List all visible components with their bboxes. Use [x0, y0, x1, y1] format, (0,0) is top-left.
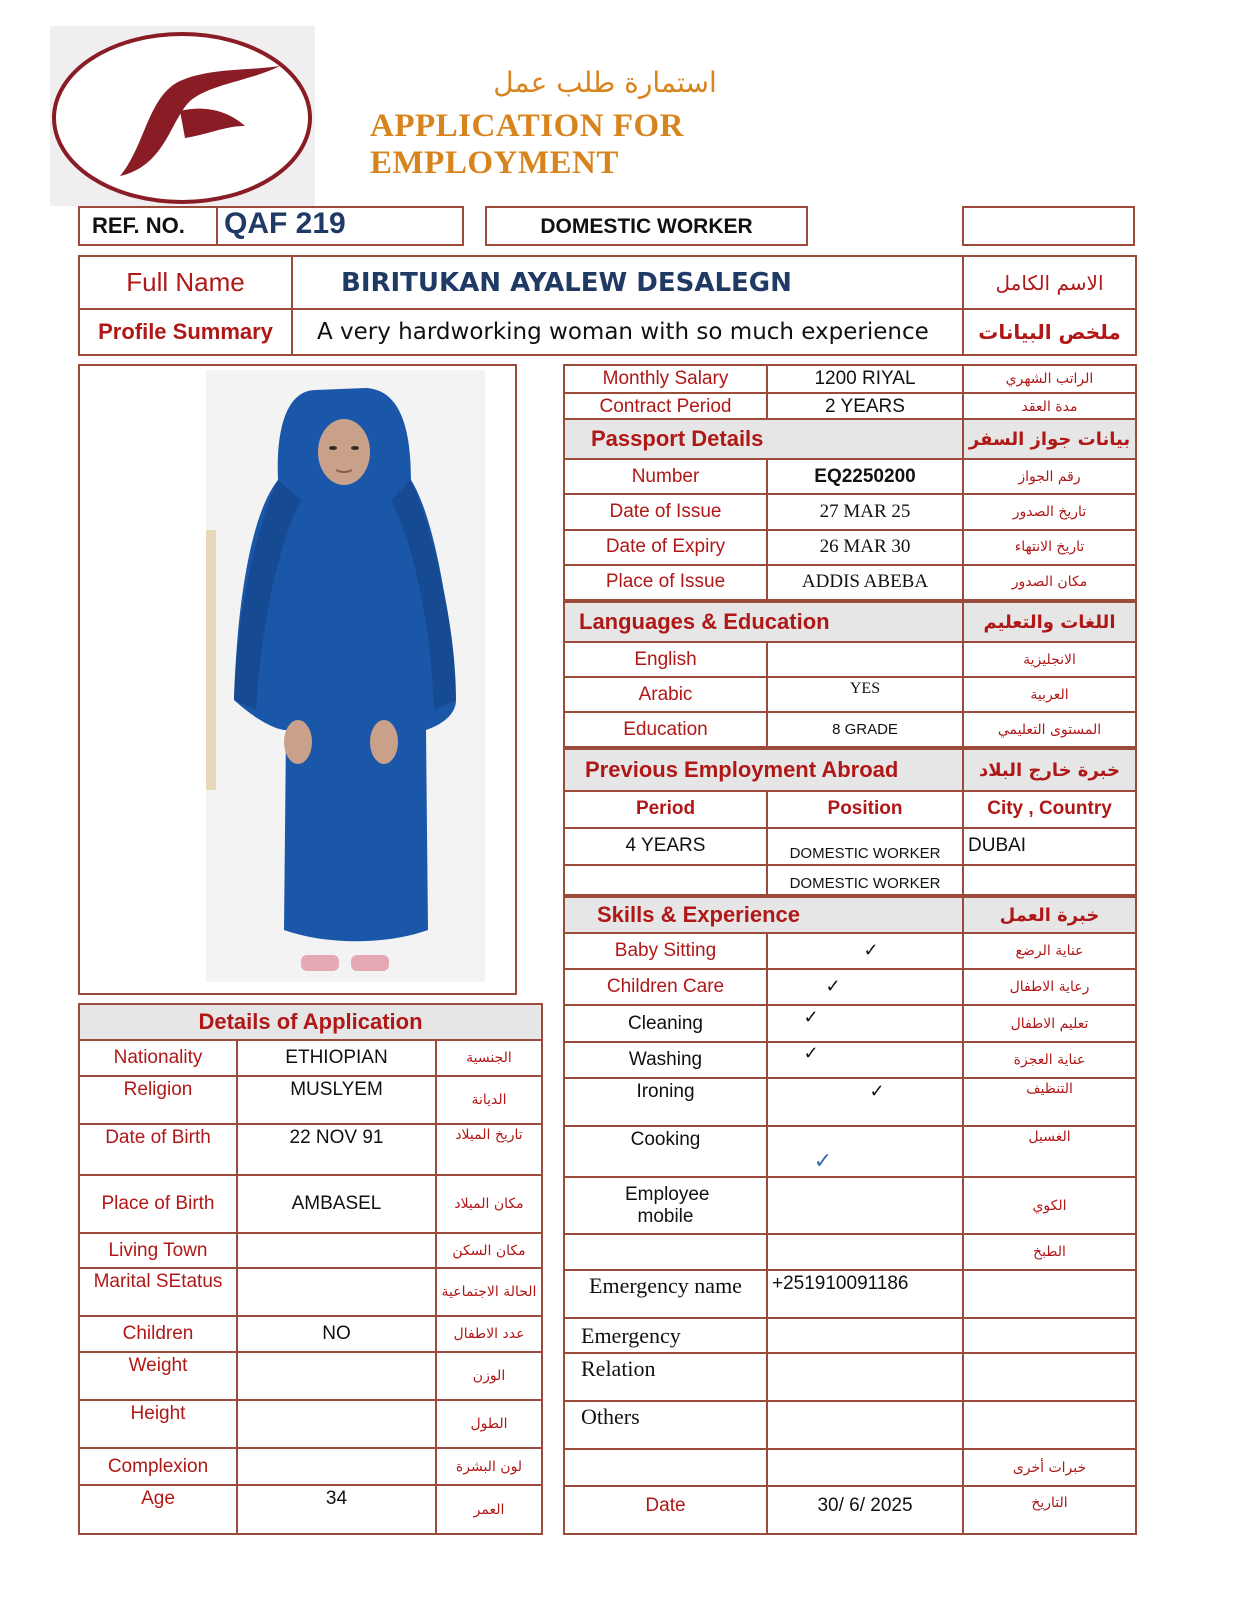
- city-value-2: [963, 865, 1136, 895]
- date-label-ar: التاريخ: [963, 1486, 1136, 1534]
- passport-table: [563, 418, 1135, 601]
- date-of-birth-value: 22 NOV 91: [237, 1124, 436, 1175]
- full-name-label-ar: الاسم الكامل: [963, 256, 1136, 309]
- complexion-value: [237, 1448, 436, 1485]
- employee-mobile-value: [767, 1177, 963, 1234]
- emergency-name-value: +251910091186: [767, 1270, 963, 1318]
- monthly-salary-label-ar: الراتب الشهري: [963, 365, 1136, 393]
- children-label: Children: [79, 1316, 237, 1352]
- emergency-name-label: Emergency name: [564, 1270, 767, 1318]
- previous-employment-heading-ar: خبرة خارج البلاد: [963, 749, 1136, 791]
- skills-heading: Skills & Experience: [564, 897, 963, 933]
- height-label-ar: الطول: [436, 1400, 542, 1448]
- check-icon: ✓: [825, 976, 841, 996]
- marital-status-value: [237, 1268, 436, 1316]
- skill-cleaning-label: Cleaning: [564, 1005, 767, 1042]
- date-of-issue-label-ar: تاريخ الصدور: [963, 494, 1136, 529]
- skill-cooking-label-ar: الغسيل: [963, 1126, 1136, 1177]
- passport-heading: Passport Details: [564, 419, 963, 459]
- period-column-header: Period: [564, 791, 767, 828]
- education-label-ar: المستوى التعليمي: [963, 712, 1136, 747]
- date-of-issue-value: 27 MAR 25: [767, 494, 963, 529]
- age-label-ar: العمر: [436, 1485, 542, 1534]
- name-profile-table: [78, 255, 1135, 356]
- nationality-label: Nationality: [79, 1040, 237, 1076]
- city-column-header: City , Country: [963, 791, 1136, 828]
- blank-row-value: [767, 1234, 963, 1270]
- living-town-label: Living Town: [79, 1233, 237, 1268]
- children-value: NO: [237, 1316, 436, 1352]
- monthly-salary-value: 1200 RIYAL: [767, 365, 963, 393]
- previous-employment-heading: Previous Employment Abroad: [564, 749, 963, 791]
- details-table: [78, 1003, 541, 1533]
- complexion-label: Complexion: [79, 1448, 237, 1485]
- skill-cooking-check: [767, 1126, 963, 1177]
- living-town-value: [237, 1233, 436, 1268]
- skills-heading-ar: خبرة العمل: [963, 897, 1136, 933]
- applicant-photo-frame: [78, 364, 517, 995]
- english-value: [767, 642, 963, 677]
- others-label: Others: [564, 1401, 767, 1449]
- period-value-2: [564, 865, 767, 895]
- full-name-label: Full Name: [79, 256, 292, 309]
- languages-table: [563, 601, 1135, 748]
- monthly-salary-label: Monthly Salary: [564, 365, 767, 393]
- age-value: 34: [237, 1485, 436, 1534]
- emergency-label: Emergency: [564, 1318, 767, 1353]
- emergency-name-extra: [963, 1270, 1136, 1318]
- skill-children-care-label: Children Care: [564, 969, 767, 1005]
- period-value-1: 4 YEARS: [564, 828, 767, 865]
- education-label: Education: [564, 712, 767, 747]
- date-of-expiry-label-ar: تاريخ الانتهاء: [963, 530, 1136, 565]
- weight-label: Weight: [79, 1352, 237, 1400]
- skill-children-care-label-ar: رعاية الاطفال: [963, 969, 1136, 1005]
- other-experience-blank: [564, 1449, 767, 1486]
- passport-number-value: EQ2250200: [767, 459, 963, 494]
- english-label: English: [564, 642, 767, 677]
- title-english: APPLICATION FOR EMPLOYMENT: [370, 108, 684, 181]
- place-of-birth-label: Place of Birth: [79, 1175, 237, 1233]
- contract-period-label-ar: مدة العقد: [963, 393, 1136, 421]
- skill-ironing-label-ar: التنظيف: [963, 1078, 1136, 1126]
- other-experience-value: [767, 1449, 963, 1486]
- employee-mobile-label-ar: الكوي: [963, 1177, 1136, 1234]
- languages-heading: Languages & Education: [564, 602, 963, 642]
- skill-washing-label-ar: عناية العجزة: [963, 1042, 1136, 1078]
- date-of-issue-label: Date of Issue: [564, 494, 767, 529]
- marital-status-label-ar: الحالة الاجتماعية: [436, 1268, 542, 1316]
- company-logo: [50, 26, 315, 206]
- skill-washing-check: [767, 1042, 963, 1078]
- religion-label: Religion: [79, 1076, 237, 1124]
- others-extra: [963, 1401, 1136, 1449]
- place-of-issue-value: ADDIS ABEBA: [767, 565, 963, 600]
- relation-value: [767, 1353, 963, 1401]
- skill-children-care-check: [767, 969, 963, 1005]
- position-column-header: Position: [767, 791, 963, 828]
- check-icon: ✓: [869, 1081, 885, 1101]
- title-arabic: استمارة طلب عمل: [493, 66, 717, 99]
- check-icon: ✓: [803, 1006, 819, 1027]
- education-value: 8 GRADE: [767, 712, 963, 747]
- skill-ironing-label: Ironing: [564, 1078, 767, 1126]
- applicant-photo: [206, 370, 485, 982]
- other-experience-label-ar: خبرات أخرى: [963, 1449, 1136, 1486]
- passport-heading-ar: بيانات جواز السفر: [963, 419, 1136, 459]
- others-value: [767, 1401, 963, 1449]
- place-of-birth-value: AMBASEL: [237, 1175, 436, 1233]
- details-heading: Details of Application: [79, 1004, 542, 1040]
- skill-washing-label: Washing: [564, 1042, 767, 1078]
- ref-label: REF. NO.: [92, 213, 185, 238]
- full-name-value: BIRITUKAN AYALEW DESALEGN: [292, 256, 963, 309]
- position-value-2: DOMESTIC WORKER: [767, 865, 963, 895]
- emergency-extra: [963, 1318, 1136, 1353]
- check-icon: ✓: [813, 1148, 833, 1173]
- contract-period-value: 2 YEARS: [767, 393, 963, 421]
- age-label: Age: [79, 1485, 237, 1534]
- arabic-value: YES: [767, 677, 963, 712]
- skill-ironing-check: [767, 1078, 963, 1126]
- weight-label-ar: الوزن: [436, 1352, 542, 1400]
- city-value-1: DUBAI: [963, 828, 1136, 865]
- place-of-issue-label-ar: مكان الصدور: [963, 565, 1136, 600]
- religion-value: MUSLYEM: [237, 1076, 436, 1124]
- skill-cleaning-check: [767, 1005, 963, 1042]
- ref-number-box: [78, 206, 464, 246]
- ref-value: QAF 219: [224, 207, 346, 240]
- date-of-expiry-label: Date of Expiry: [564, 530, 767, 565]
- position-box: [485, 206, 808, 246]
- check-icon: ✓: [863, 940, 879, 960]
- english-label-ar: الانجليزية: [963, 642, 1136, 677]
- profile-summary-label: Profile Summary: [79, 309, 292, 355]
- marital-status-label: Marital SEtatus: [79, 1268, 237, 1316]
- living-town-label-ar: مكان السكن: [436, 1233, 542, 1268]
- nationality-label-ar: الجنسية: [436, 1040, 542, 1076]
- blank-box: [962, 206, 1135, 246]
- relation-label: Relation: [564, 1353, 767, 1401]
- date-of-birth-label: Date of Birth: [79, 1124, 237, 1175]
- skill-baby-sitting-label: Baby Sitting: [564, 933, 767, 969]
- salary-table: [563, 364, 1135, 418]
- position-value-1: DOMESTIC WORKER: [767, 828, 963, 865]
- place-of-birth-label-ar: مكان الميلاد: [436, 1175, 542, 1233]
- profile-summary-label-ar: ملخص البيانات: [963, 309, 1136, 355]
- profile-summary-value: A very hardworking woman with so much experience: [292, 309, 963, 355]
- passport-number-label: Number: [564, 459, 767, 494]
- arabic-label: Arabic: [564, 677, 767, 712]
- skills-table: [563, 896, 1135, 1533]
- skill-baby-sitting-label-ar: عناية الرضع: [963, 933, 1136, 969]
- date-of-birth-label-ar: تاريخ الميلاد: [436, 1124, 542, 1175]
- skill-baby-sitting-check: [767, 933, 963, 969]
- date-value: 30/ 6/ 2025: [767, 1486, 963, 1534]
- place-of-issue-label: Place of Issue: [564, 565, 767, 600]
- emergency-value: [767, 1318, 963, 1353]
- check-icon: ✓: [803, 1043, 819, 1063]
- arabic-label-ar: العربية: [963, 677, 1136, 712]
- blank-row-label-ar: الطبخ: [963, 1234, 1136, 1270]
- weight-value: [237, 1352, 436, 1400]
- blank-row-label: [564, 1234, 767, 1270]
- date-of-expiry-value: 26 MAR 30: [767, 530, 963, 565]
- complexion-label-ar: لون البشرة: [436, 1448, 542, 1485]
- religion-label-ar: الديانة: [436, 1076, 542, 1124]
- employee-mobile-label: Employee mobile: [564, 1177, 767, 1234]
- languages-heading-ar: اللغات والتعليم: [963, 602, 1136, 642]
- nationality-value: ETHIOPIAN: [237, 1040, 436, 1076]
- date-label: Date: [564, 1486, 767, 1534]
- children-label-ar: عدد الاطفال: [436, 1316, 542, 1352]
- height-value: [237, 1400, 436, 1448]
- height-label: Height: [79, 1400, 237, 1448]
- passport-number-label-ar: رقم الجواز: [963, 459, 1136, 494]
- relation-extra: [963, 1353, 1136, 1401]
- position-value: DOMESTIC WORKER: [540, 215, 753, 238]
- skill-cooking-label: Cooking: [564, 1126, 767, 1177]
- previous-employment-table: [563, 748, 1135, 896]
- skill-cleaning-label-ar: تعليم الاطفال: [963, 1005, 1136, 1042]
- contract-period-label: Contract Period: [564, 393, 767, 421]
